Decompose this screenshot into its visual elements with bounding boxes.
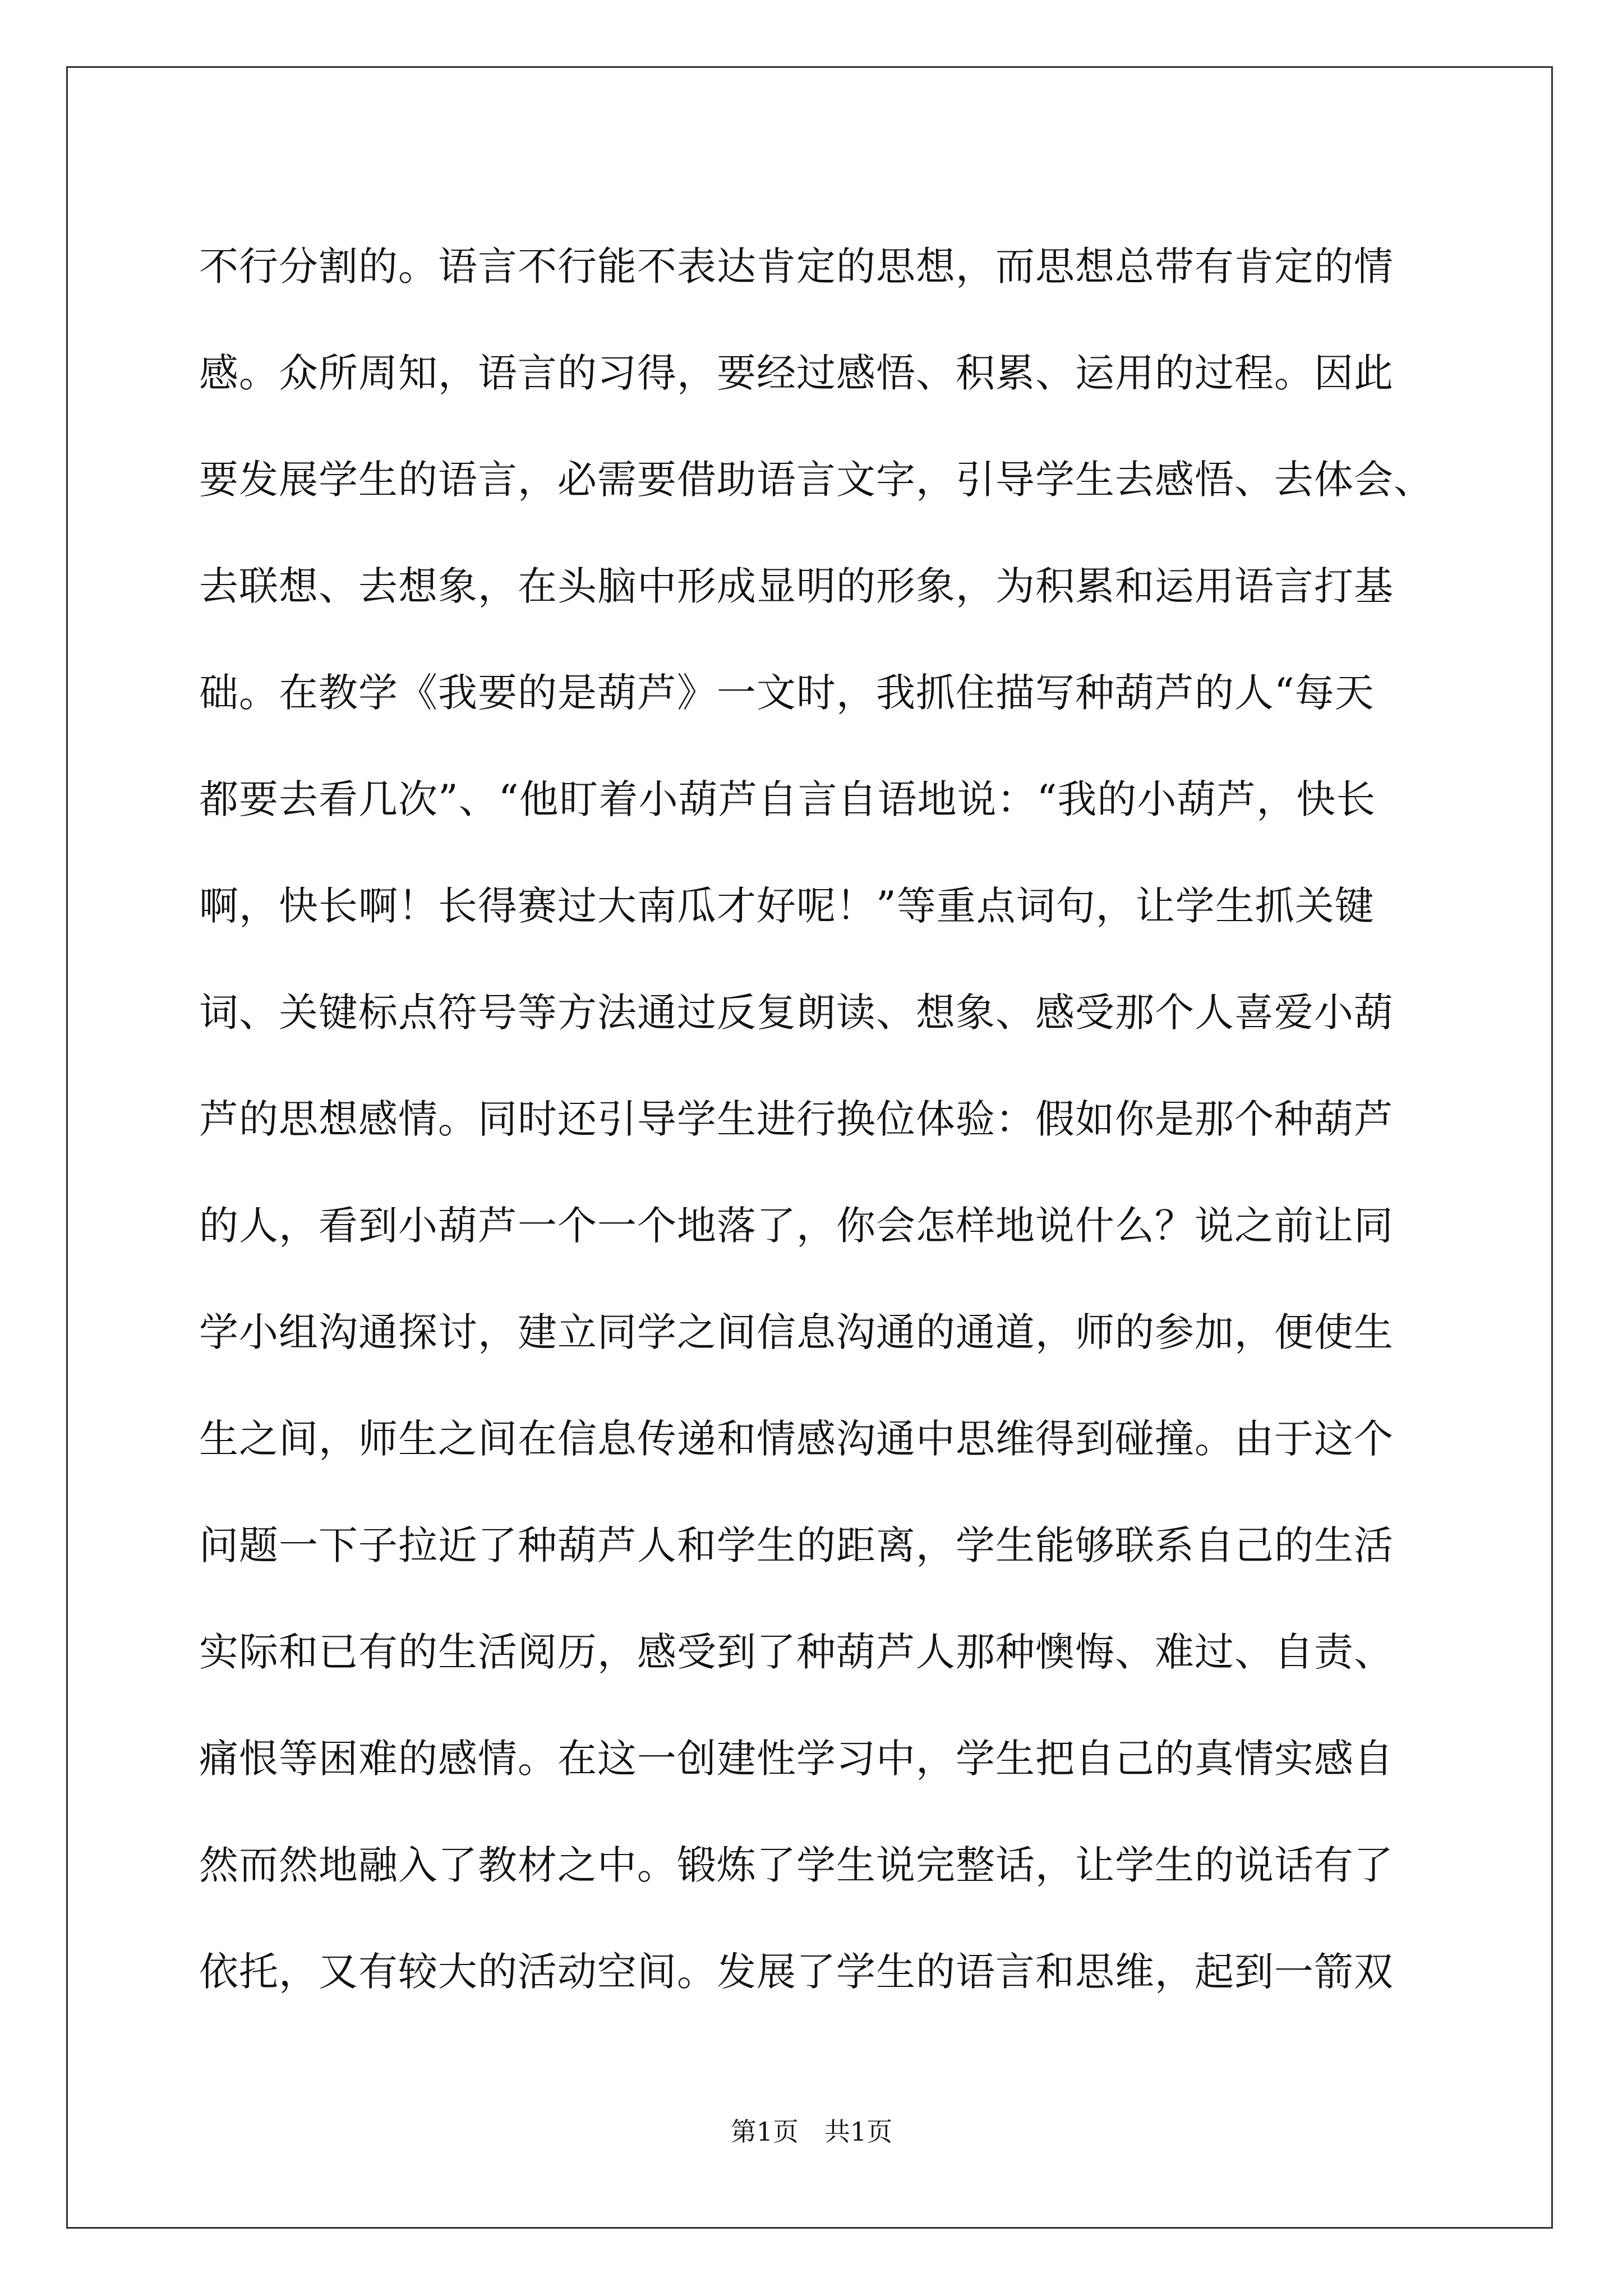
text-line: 学小组沟通探讨，建立同学之间信息沟通的通道，师的参加，便使生 <box>199 1309 1394 1355</box>
text-line: 要发展学生的语言，必需要借助语言文字，引导学生去感悟、去体会、 <box>199 457 1433 503</box>
page-number: 第1页 共1页 <box>730 2116 893 2147</box>
text-line: 芦的思想感情。同时还引导学生进行换位体验：假如你是那个种葫芦 <box>199 1096 1394 1142</box>
text-line: 啊，快长啊！长得赛过大南瓜才好呢！”等重点词句，让学生抓关键 <box>199 883 1375 929</box>
text-line: 不行分割的。语言不行能不表达肯定的思想，而思想总带有肯定的情 <box>199 243 1394 289</box>
text-line: 都要去看几次”、“他盯着小葫芦自言自语地说：“我的小葫芦，快长 <box>199 776 1376 822</box>
text-line: 生之间，师生之间在信息传递和情感沟通中思维得到碰撞。由于这个 <box>199 1416 1394 1462</box>
body-text <box>199 213 1472 2025</box>
text-line: 痛恨等困难的感情。在这一创建性学习中，学生把自己的真情实感自 <box>199 1736 1394 1782</box>
text-line: 感。众所周知，语言的习得，要经过感悟、积累、运用的过程。因此 <box>199 350 1394 396</box>
page-footer <box>0 2115 1623 2148</box>
text-line: 的人，看到小葫芦一个一个地落了，你会怎样地说什么？说之前让同 <box>199 1203 1394 1249</box>
text-line: 础。在教学《我要的是葫芦》一文时，我抓住描写种葫芦的人“每天 <box>199 670 1375 716</box>
text-line: 问题一下子拉近了种葫芦人和学生的距离，学生能够联系自己的生活 <box>199 1522 1394 1568</box>
text-line: 实际和已有的生活阅历，感受到了种葫芦人那种懊悔、难过、自责、 <box>199 1629 1394 1675</box>
text-line: 去联想、去想象，在头脑中形成显明的形象，为积累和运用语言打基 <box>199 563 1394 609</box>
text-line: 然而然地融入了教材之中。锻炼了学生说完整话，让学生的说话有了 <box>199 1842 1394 1888</box>
text-line: 依托，又有较大的活动空间。发展了学生的语言和思维，起到一箭双 <box>199 1949 1394 1995</box>
text-line: 词、关键标点符号等方法通过反复朗读、想象、感受那个人喜爱小葫 <box>199 990 1394 1036</box>
